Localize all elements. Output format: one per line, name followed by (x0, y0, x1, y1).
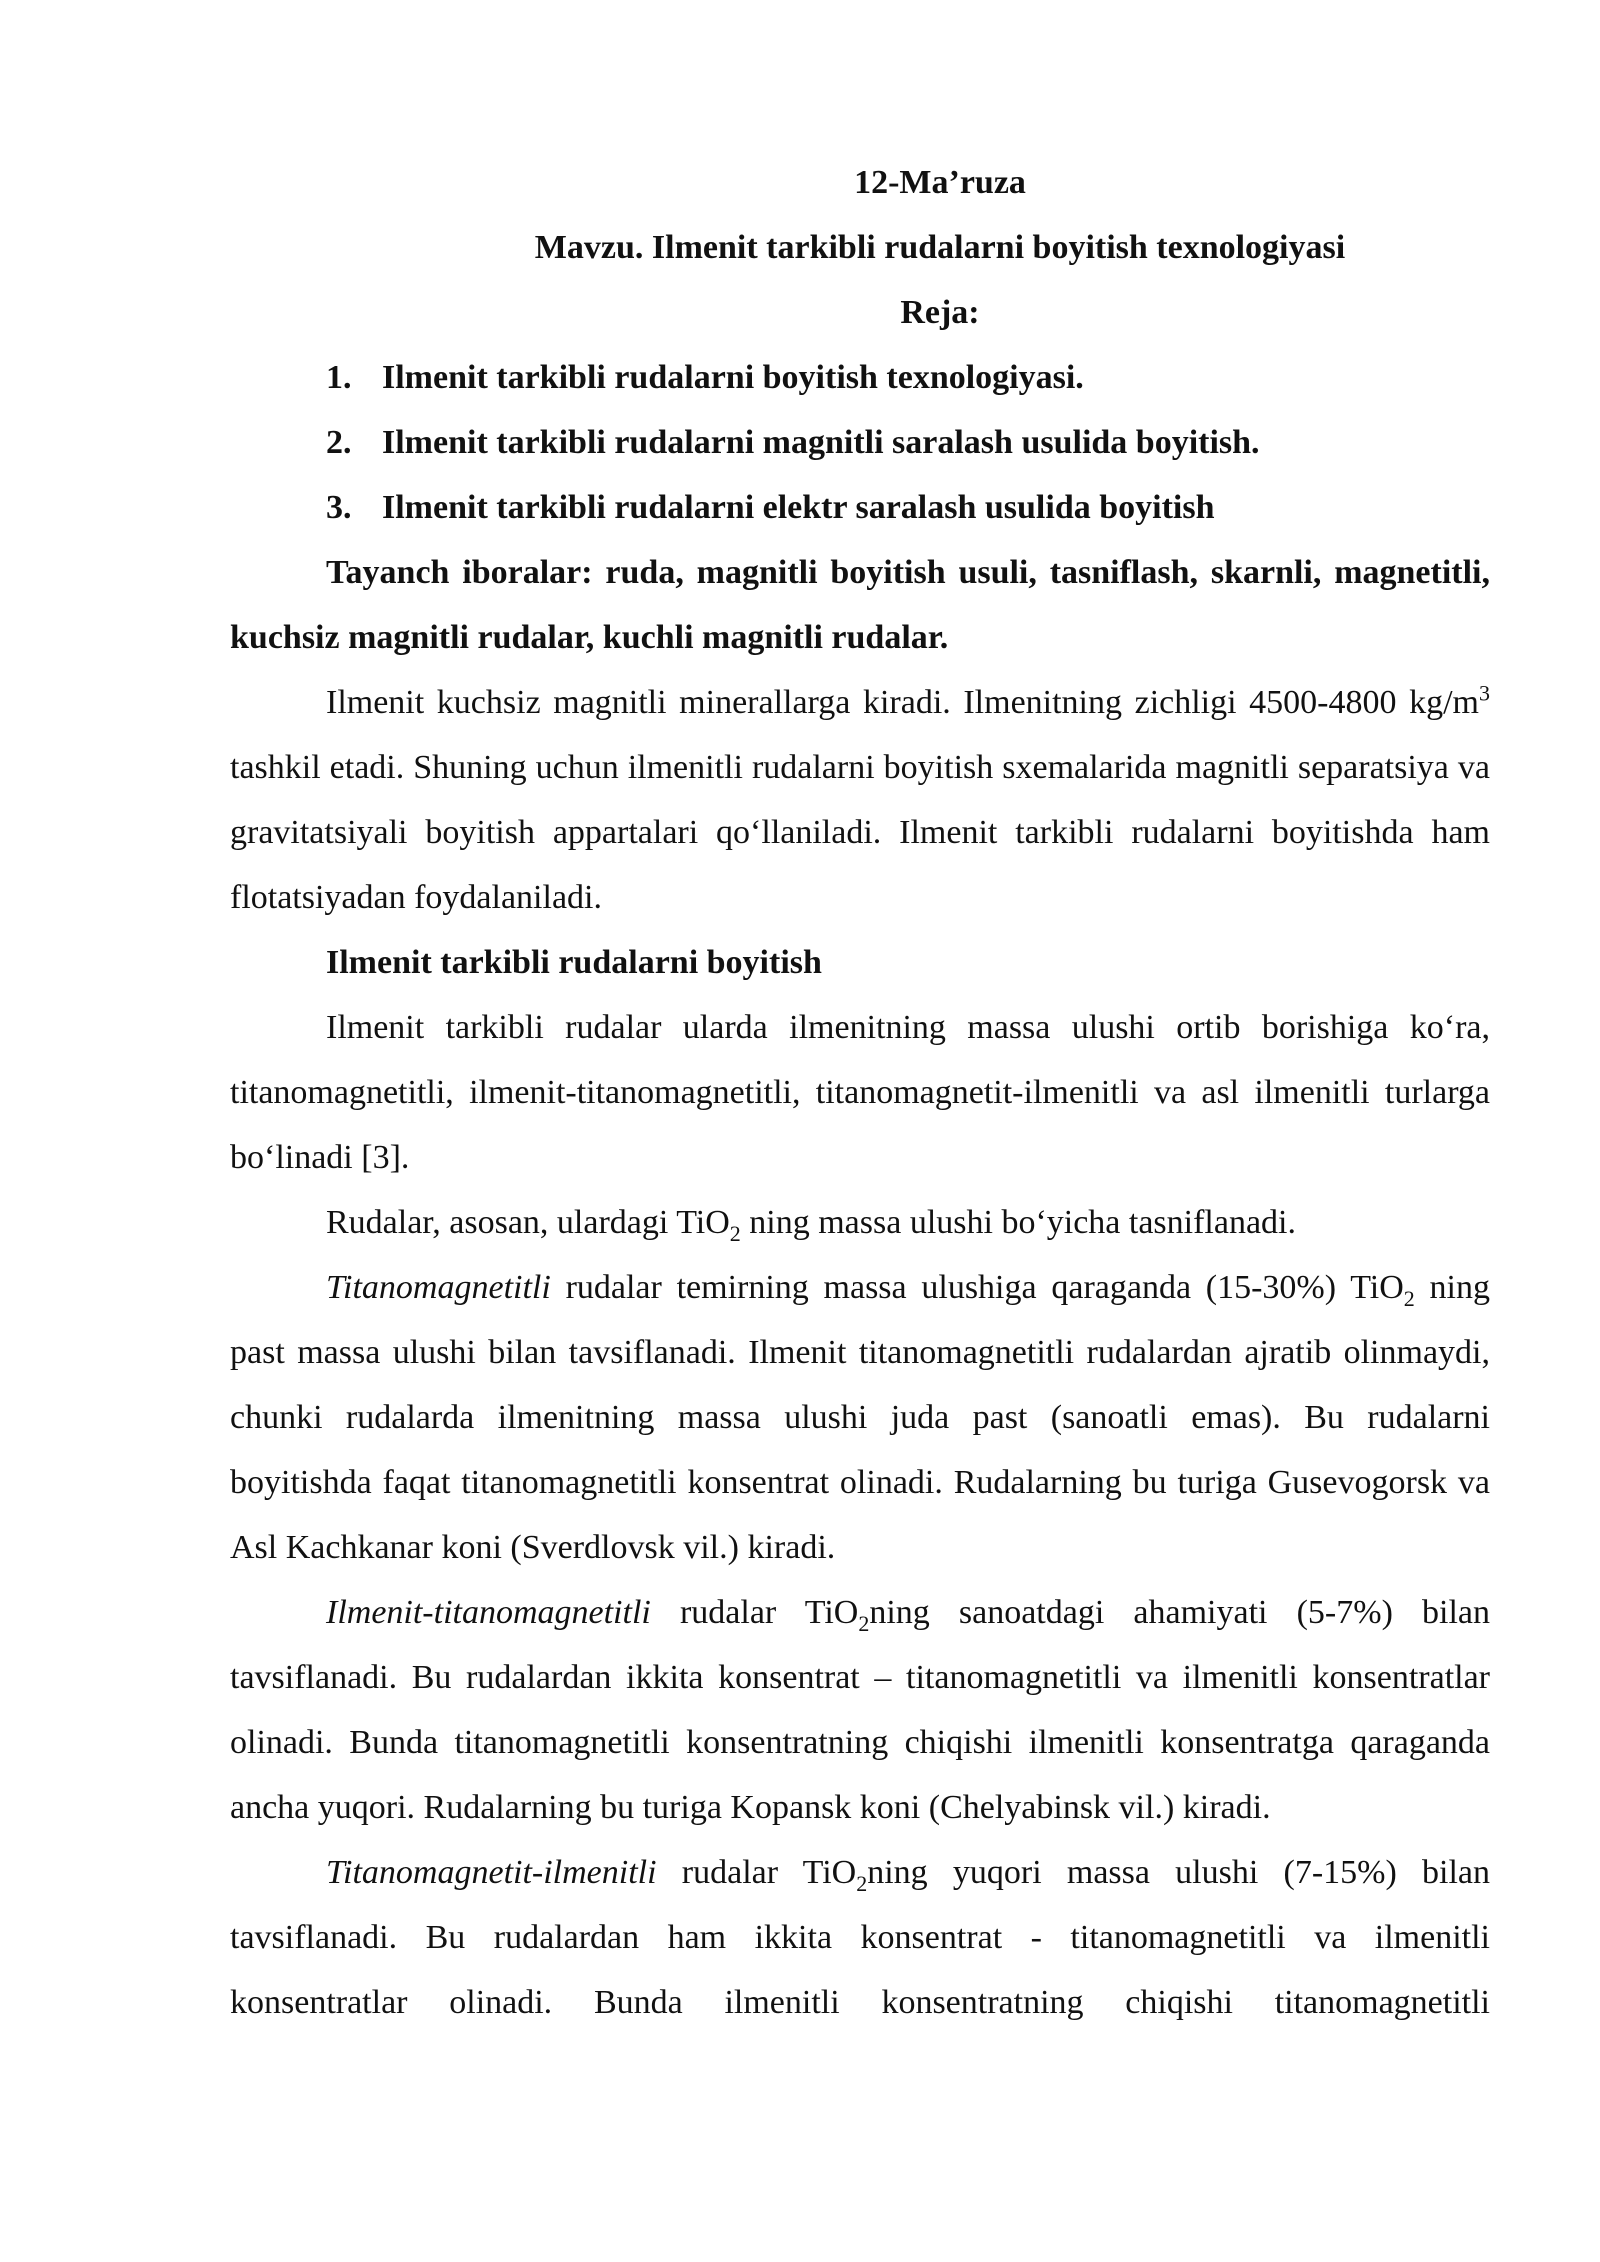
paragraph-intro: Ilmenit kuchsiz magnitli minerallarga kiradi. Ilmenitning zichligi 4500-4800 $kg/m^3$ tashkil etadi. Shuning uchun ilmenitli rudalarni boyitish sxemalarida magnitli separatsiya va gravitatsiyali boyitish appartalari qo‘llaniladi. Ilmenit tarkibli rudalarni boyitishda ham flotatsiyadan foydalaniladi. (230, 680, 1490, 916)
paragraph-tio2: Rudalar, asosan, ulardagi TiO$_2$ ning massa ulushi bo‘yicha tasniflanadi. (326, 1204, 1297, 1246)
lecture-number: 12-Ma’ruza (854, 164, 1026, 201)
plan-list (230, 345, 1490, 540)
topic-title: Mavzu. Ilmenit tarkibli rudalarni boyitish texnologiyasi (534, 229, 1346, 266)
paragraph-classification: Ilmenit tarkibli rudalar ularda ilmenitning massa ulushi ortib borishiga ko‘ra, titanomagnetitli, ilmenit-titanomagnetitli, titanomagnetit-ilmenitli va asl ilmenitli turlarga bo‘linadi [3]. (230, 1009, 1490, 1176)
plan-item: 2. Ilmenit tarkibli rudalarni magnitli saralash usulida boyitish. (326, 424, 1260, 461)
paragraph-titanomagnetit-ilmenitli: Titanomagnetit-ilmenitli rudalar TiO$_2$ning yuqori massa ulushi (7-15%) bilan tavsiflanadi. Bu rudalardan ham ikkita konsentrat - titanomagnetitli va ilmenitli konsentratlar olinadi. Bunda ilmenitli konsentratning chiqishi titanomagnetitli (230, 1854, 1491, 2021)
plan-heading: Reja: (900, 294, 980, 331)
plan-item: 1. Ilmenit tarkibli rudalarni boyitish texnologiyasi. (326, 359, 1084, 396)
keywords-paragraph: Tayanch iboralar: ruda, magnitli boyitish usuli, tasniflash, skarnli, magnetitli, kuchsiz magnitli rudalar, kuchli magnitli rudalar. (230, 554, 1490, 656)
document-page (230, 150, 1490, 2035)
paragraph-ilmenit-titanomagnetitli: Ilmenit-titanomagnetitli rudalar TiO$_2$ning sanoatdagi ahamiyati (5-7%) bilan tavsiflanadi. Bu rudalardan ikkita konsentrat – titanomagnetitli va ilmenitli konsentratlar olinadi. Bunda titanomagnetitli konsentratning chiqishi ilmenitli konsentratga qaraganda ancha yuqori. Rudalarning bu turiga Kopansk koni (Chelyabinsk vil.) kiradi. (230, 1594, 1490, 1826)
paragraph-titanomagnetitli: Titanomagnetitli rudalar temirning massa ulushiga qaraganda (15-30%) TiO$_2$ ning past massa ulushi bilan tavsiflanadi. Ilmenit titanomagnetitli rudalardan ajratib olinmaydi, chunki rudalarda ilmenitning massa ulushi juda past (sanoatli emas). Bu rudalarni boyitishda faqat titanomagnetitli konsentrat olinadi. Rudalarning bu turiga Gusevogorsk va Asl Kachkanar koni (Sverdlovsk vil.) kiradi. (230, 1269, 1490, 1566)
plan-item: 3. Ilmenit tarkibli rudalarni elektr saralash usulida boyitish (326, 489, 1215, 526)
section-heading: Ilmenit tarkibli rudalarni boyitish (326, 944, 822, 981)
